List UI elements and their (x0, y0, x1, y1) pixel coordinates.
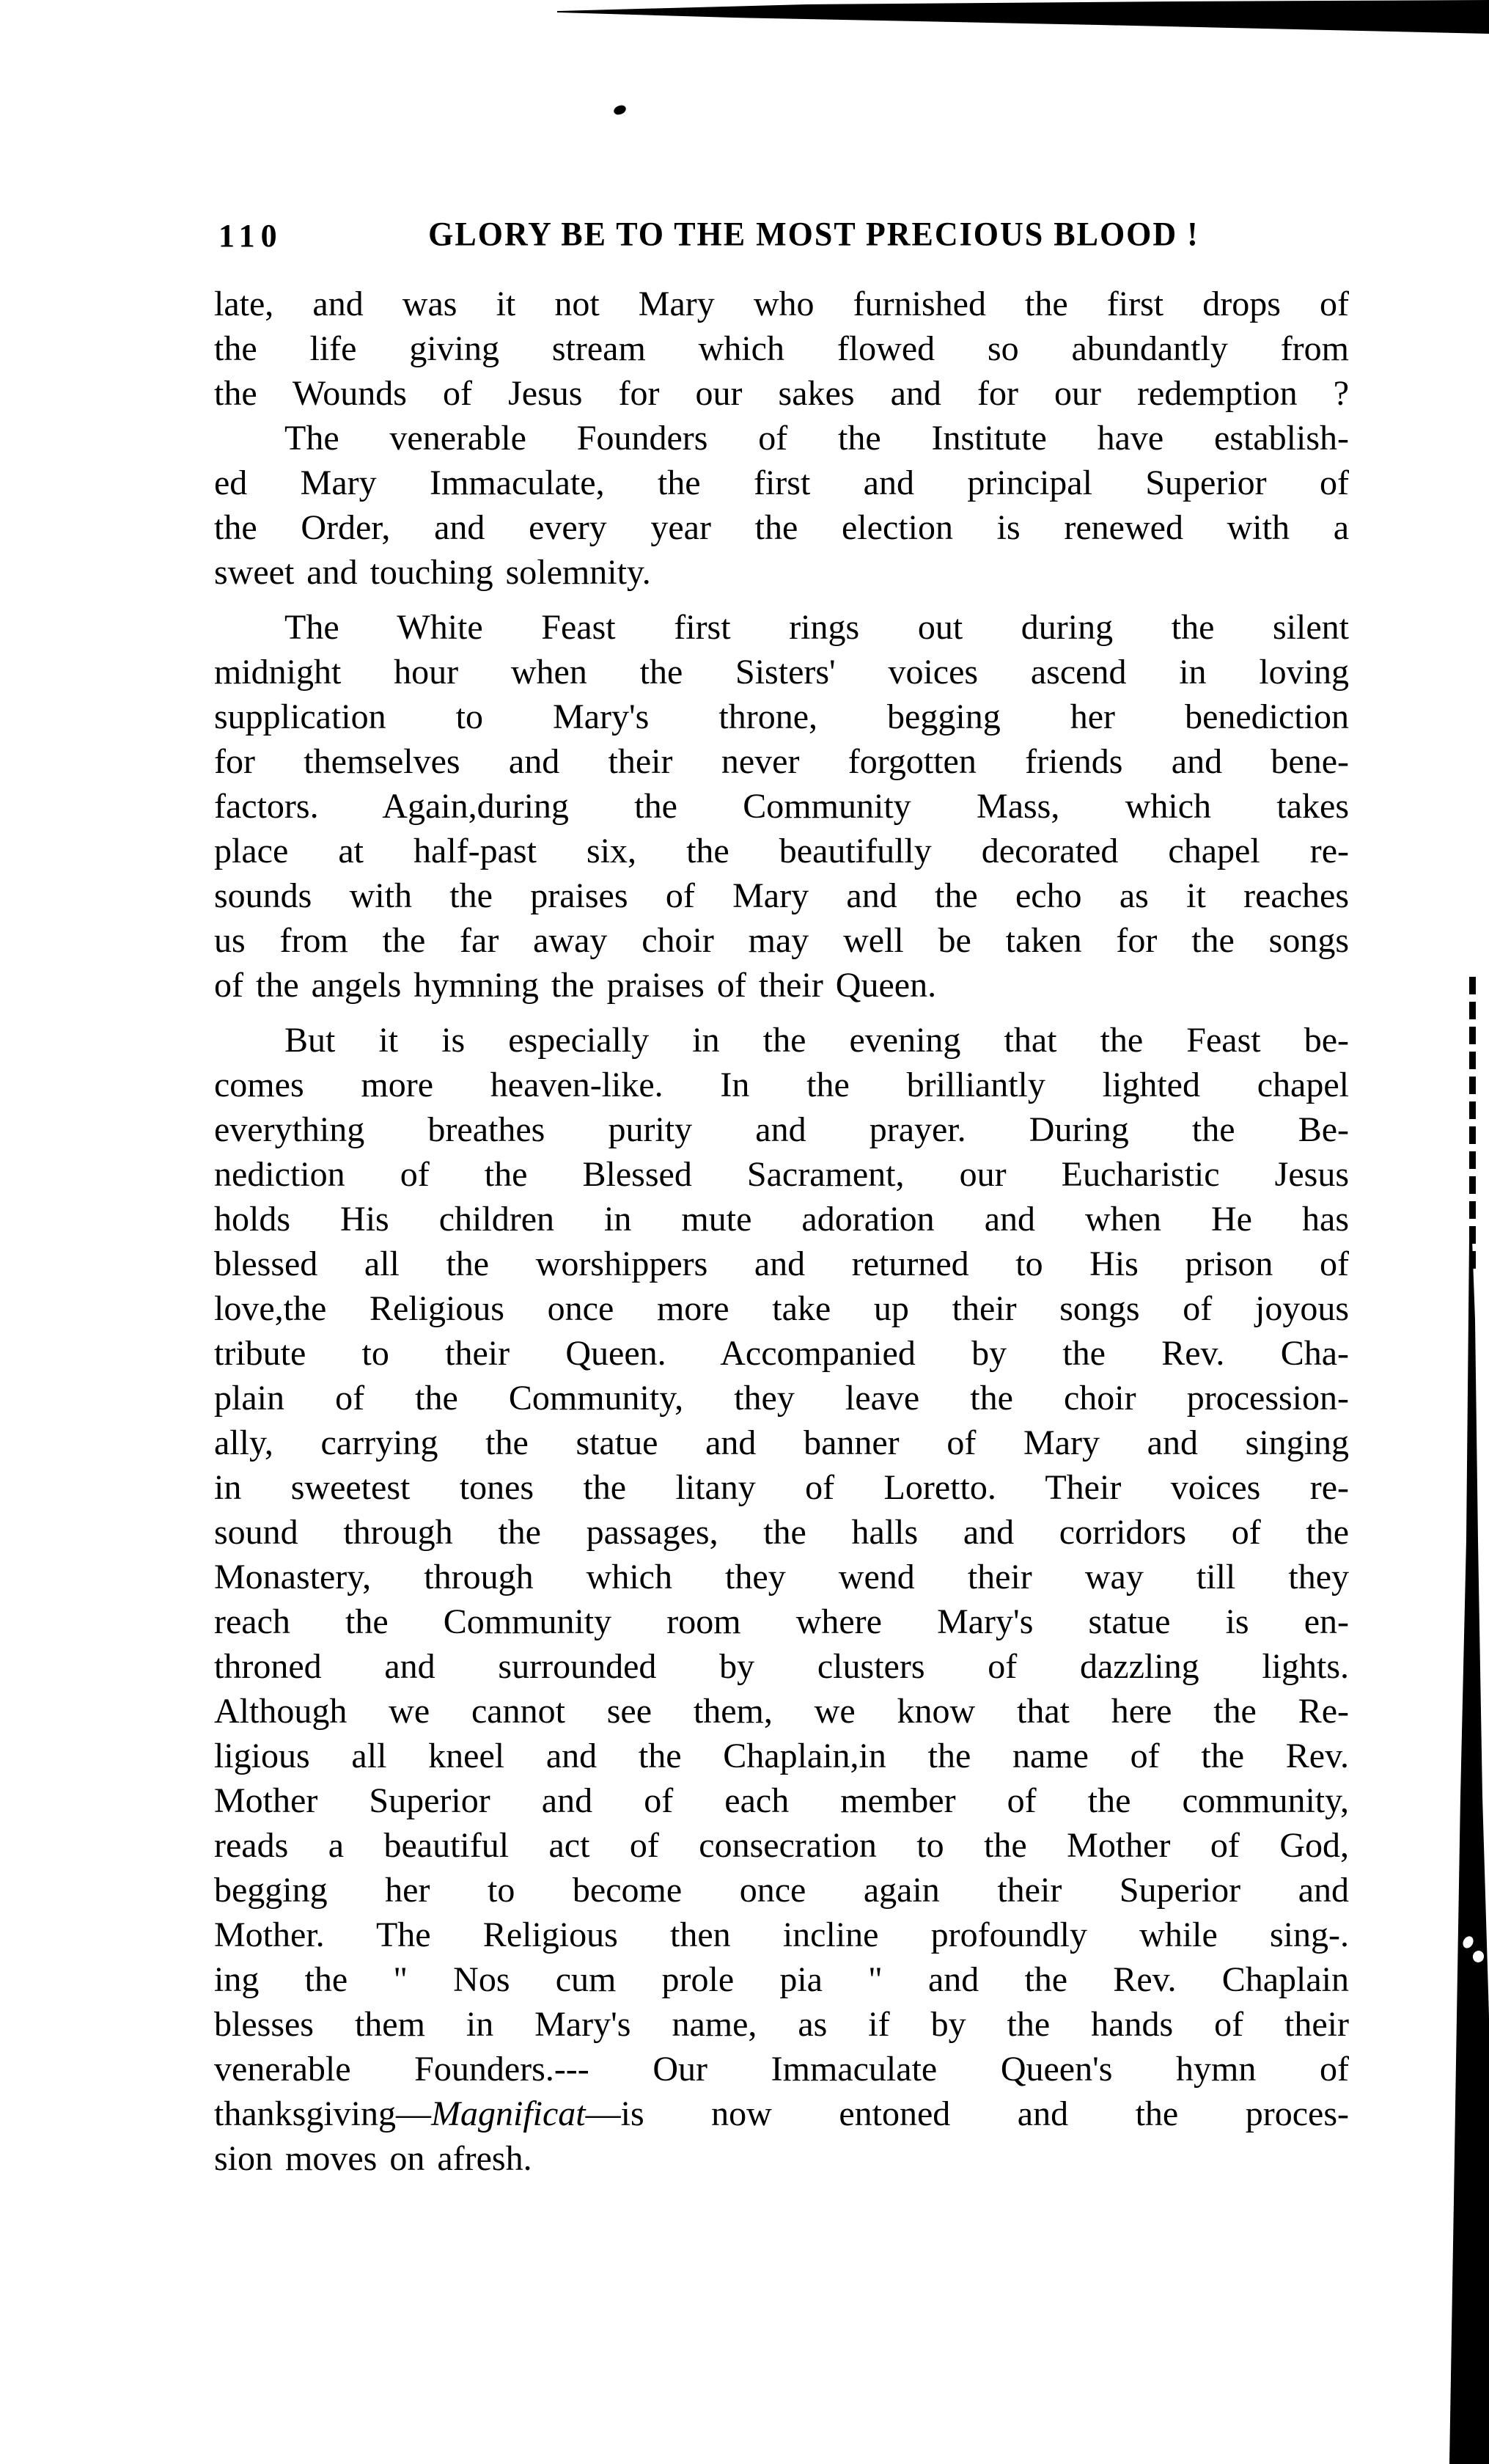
text-line: The White Feast first rings out during the silent (284, 608, 1349, 647)
text-line: us from the far away choir may well be taken for the songs (214, 921, 1349, 960)
text-line: sion moves on afresh. (214, 2139, 532, 2178)
scan-artifact-right-edge-dashed (1469, 977, 1476, 1270)
text-line: the Order, and every year the election is renewed with a (214, 508, 1349, 547)
page-number: 110 (218, 218, 283, 254)
text-line: midnight hour when the Sisters' voices ascend in loving (214, 653, 1349, 692)
text-line: blesses them in Mary's name, as if by the hands of their (214, 2005, 1349, 2044)
text-line: for themselves and their never forgotten friends and bene- (214, 742, 1349, 781)
text-line: The venerable Founders of the Institute have establish- (284, 419, 1349, 458)
text-line: ally, carrying the statue and banner of Mary and singing (214, 1423, 1349, 1462)
text-line: holds His children in mute adoration and when He has (214, 1200, 1349, 1239)
text-line: comes more heaven-like. In the brilliantly lighted chapel (214, 1066, 1349, 1104)
text-line: venerable Founders.--- Our Immaculate Queen's hymn of (214, 2050, 1349, 2089)
text-line: Mother Superior and of each member of the community, (214, 1781, 1349, 1820)
text-line: ing the " Nos cum prole pia " and the Rev. Chaplain (214, 1960, 1349, 1999)
text-line: sound through the passages, the halls and corridors of the (214, 1513, 1349, 1552)
text-line: ed Mary Immaculate, the first and principal Superior of (214, 463, 1349, 502)
text-line: Monastery, through which they wend their way till they (214, 1558, 1349, 1596)
text-line: place at half-past six, the beautifully decorated chapel re- (214, 832, 1349, 870)
text-line: thanksgiving—Magnificat—is now entoned and the proces- (214, 2094, 1349, 2133)
text-line: in sweetest tones the litany of Loretto. Their voices re- (214, 1468, 1349, 1507)
running-header (0, 216, 1489, 263)
scan-artifact-right-edge (1444, 1239, 1489, 2464)
text-line: Mother. The Religious then incline profoundly while sing-. (214, 1915, 1349, 1954)
text-line: sounds with the praises of Mary and the echo as it reaches (214, 876, 1349, 915)
text-line: late, and was it not Mary who furnished the first drops of (214, 285, 1349, 323)
text-line: tribute to their Queen. Accompanied by the Rev. Cha- (214, 1334, 1349, 1373)
text-line: plain of the Community, they leave the choir procession- (214, 1379, 1349, 1418)
text-line: supplication to Mary's throne, begging her benediction (214, 697, 1349, 736)
text-line: sweet and touching solemnity. (214, 553, 651, 592)
text-line: of the angels hymning the praises of their Queen. (214, 966, 937, 1005)
text-line: everything breathes purity and prayer. During the Be- (214, 1110, 1349, 1149)
text-line: But it is especially in the evening that the Feast be- (284, 1021, 1349, 1060)
text-line: reads a beautiful act of consecration to the Mother of God, (214, 1826, 1349, 1865)
text-line: the life giving stream which flowed so abundantly from (214, 329, 1349, 368)
text-line: the Wounds of Jesus for our sakes and for our redemption ? (214, 374, 1349, 413)
text-line: throned and surrounded by clusters of dazzling lights. (214, 1647, 1349, 1686)
body-text (214, 282, 1349, 2181)
ink-fleck (612, 103, 628, 117)
text-line: love,the Religious once more take up their songs of joyous (214, 1289, 1349, 1328)
scan-artifact-top-edge (557, 0, 1489, 35)
text-line: nediction of the Blessed Sacrament, our Eucharistic Jesus (214, 1155, 1349, 1194)
text-line: ligious all kneel and the Chaplain,in the name of the Rev. (214, 1737, 1349, 1775)
text-line: reach the Community room where Mary's statue is en- (214, 1602, 1349, 1641)
text-line: begging her to become once again their Superior and (214, 1871, 1349, 1910)
text-line: blessed all the worshippers and returned to His prison of (214, 1244, 1349, 1283)
page-title: GLORY BE TO THE MOST PRECIOUS BLOOD ! (428, 215, 1199, 254)
text-line: Although we cannot see them, we know that here the Re- (214, 1692, 1349, 1731)
text-line: factors. Again,during the Community Mass, which takes (214, 787, 1349, 826)
